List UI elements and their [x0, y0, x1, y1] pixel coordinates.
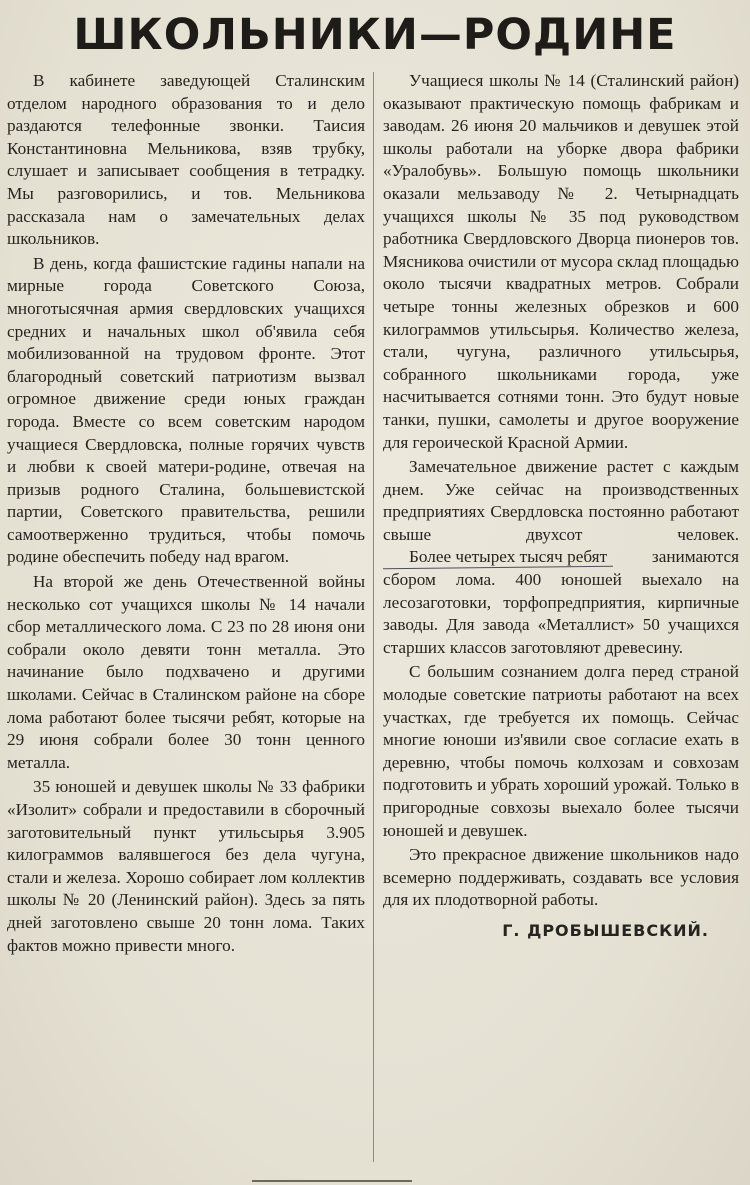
paragraph: На второй же день Отечественной войны несколько сот учащихся школы № 14 начали сбор металлического лома. С 23 по 28 июня они собрали около девяти тонн металла. Это начинание было подхвачено и другими школами. Сейчас в Сталинском районе на сборе лома работают более тысячи ребят, которые на 29 июня собрали более 30 тонн ценного металла.	[7, 572, 365, 772]
author-signature: Г. ДРОБЫШЕВСКИЙ.	[502, 920, 709, 940]
column-divider	[373, 72, 374, 1162]
paragraph-text: Замечательное движение растет с каждым днем. Уже сейчас на производственных предприятиях Свердловска постоянно работают свыше двухсот человек.	[383, 457, 739, 544]
paragraph: Это прекрасное движение школьников надо всемерно поддерживать, создавать все условия для их плодотворной работы.	[383, 845, 739, 910]
paragraph: Учащиеся школы № 14 (Сталинский район) оказывают практическую помощь фабрикам и заводам. 26 июня 20 мальчиков и девушек этой школы работали на уборке двора фабрики «Уралобувь». Большую помощь школьники оказали мельзаводу № 2. Четырнадцать учащихся школы № 35 под руководством работника Свердловского Дворца пионеров тов. Мясникова очистили от мусора склад площадью около тысячи квадратных метров. Собрали четыре тонны железных обрезков и 600 килограммов утильсырья. Количество железа, стали, чугуна, различного утильсырья, собранного школьниками города, уже насчитывается сотнями тонн. Это будут новые танки, пушки, самолеты и другое вооружение для героической Красной Армии.	[383, 71, 739, 452]
paragraph: 35 юношей и девушек школы № 33 фабрики «Изолит» собрали и предоставили в сборочный заготовительный пункт утильсырья 3.905 килограммов валявшегося без дела чугуна, стали и железа. Хорошо собирает лом коллектив школы № 20 (Ленинский район). Здесь за пять дней заготовлено свыше 20 тонн лома. Таких фактов можно привести много.	[7, 777, 365, 955]
paragraph	[383, 456, 739, 659]
headline: ШКОЛЬНИКИ—РОДИНЕ	[73, 10, 677, 60]
paragraph-text: занимаются сбором лома. 400 юношей выехало на лесозаготовки, торфопредприятия, кирпичные заводы. Для завода «Металлист» 50 учащихся старших классов заготовляют древесину.	[383, 547, 739, 657]
bottom-rule	[252, 1180, 412, 1182]
paragraph: В день, когда фашистские гадины напали на мирные города Советского Союза, многотысячная армия свердловских учащихся средних и начальных школ об'явила себя мобилизованной на трудовом фронте. Этот благородный советский патриотизм вызвал огромное движение среди юных граждан города. Вместе со всем советским народом учащиеся Свердловска, полные горячих чувств и любви к своей матери-родине, отвечая на призыв родного Сталина, большевистской партии, Советского правительства, решили самоотверженно трудиться, чтобы помочь родине обеспечить победу над врагом.	[7, 253, 365, 567]
article-column-left	[7, 70, 365, 959]
paragraph: С большим сознанием долга перед страной молодые советские патриоты работают на всех участках, где требуется их помощь. Сейчас многие юноши из'явили свое согласие ехать в деревню, чтобы помочь колхозам и совхозам подготовить и убрать хороший урожай. Только в пригородные совхозы выехало более тысячи юношей и девушек.	[383, 662, 739, 840]
paragraph: В кабинете заведующей Сталинским отделом народного образования то и дело раздаются телефонные звонки. Таисия Константиновна Мельникова, взяв трубку, слушает и записывает сообщения в тетрадку. Мы разговорились, и тов. Мельникова рассказала нам о замечательных делах школьников.	[7, 71, 365, 249]
article-column-right	[383, 70, 739, 943]
hand-underlined-text: Более четырех тысяч ребят	[383, 546, 607, 569]
